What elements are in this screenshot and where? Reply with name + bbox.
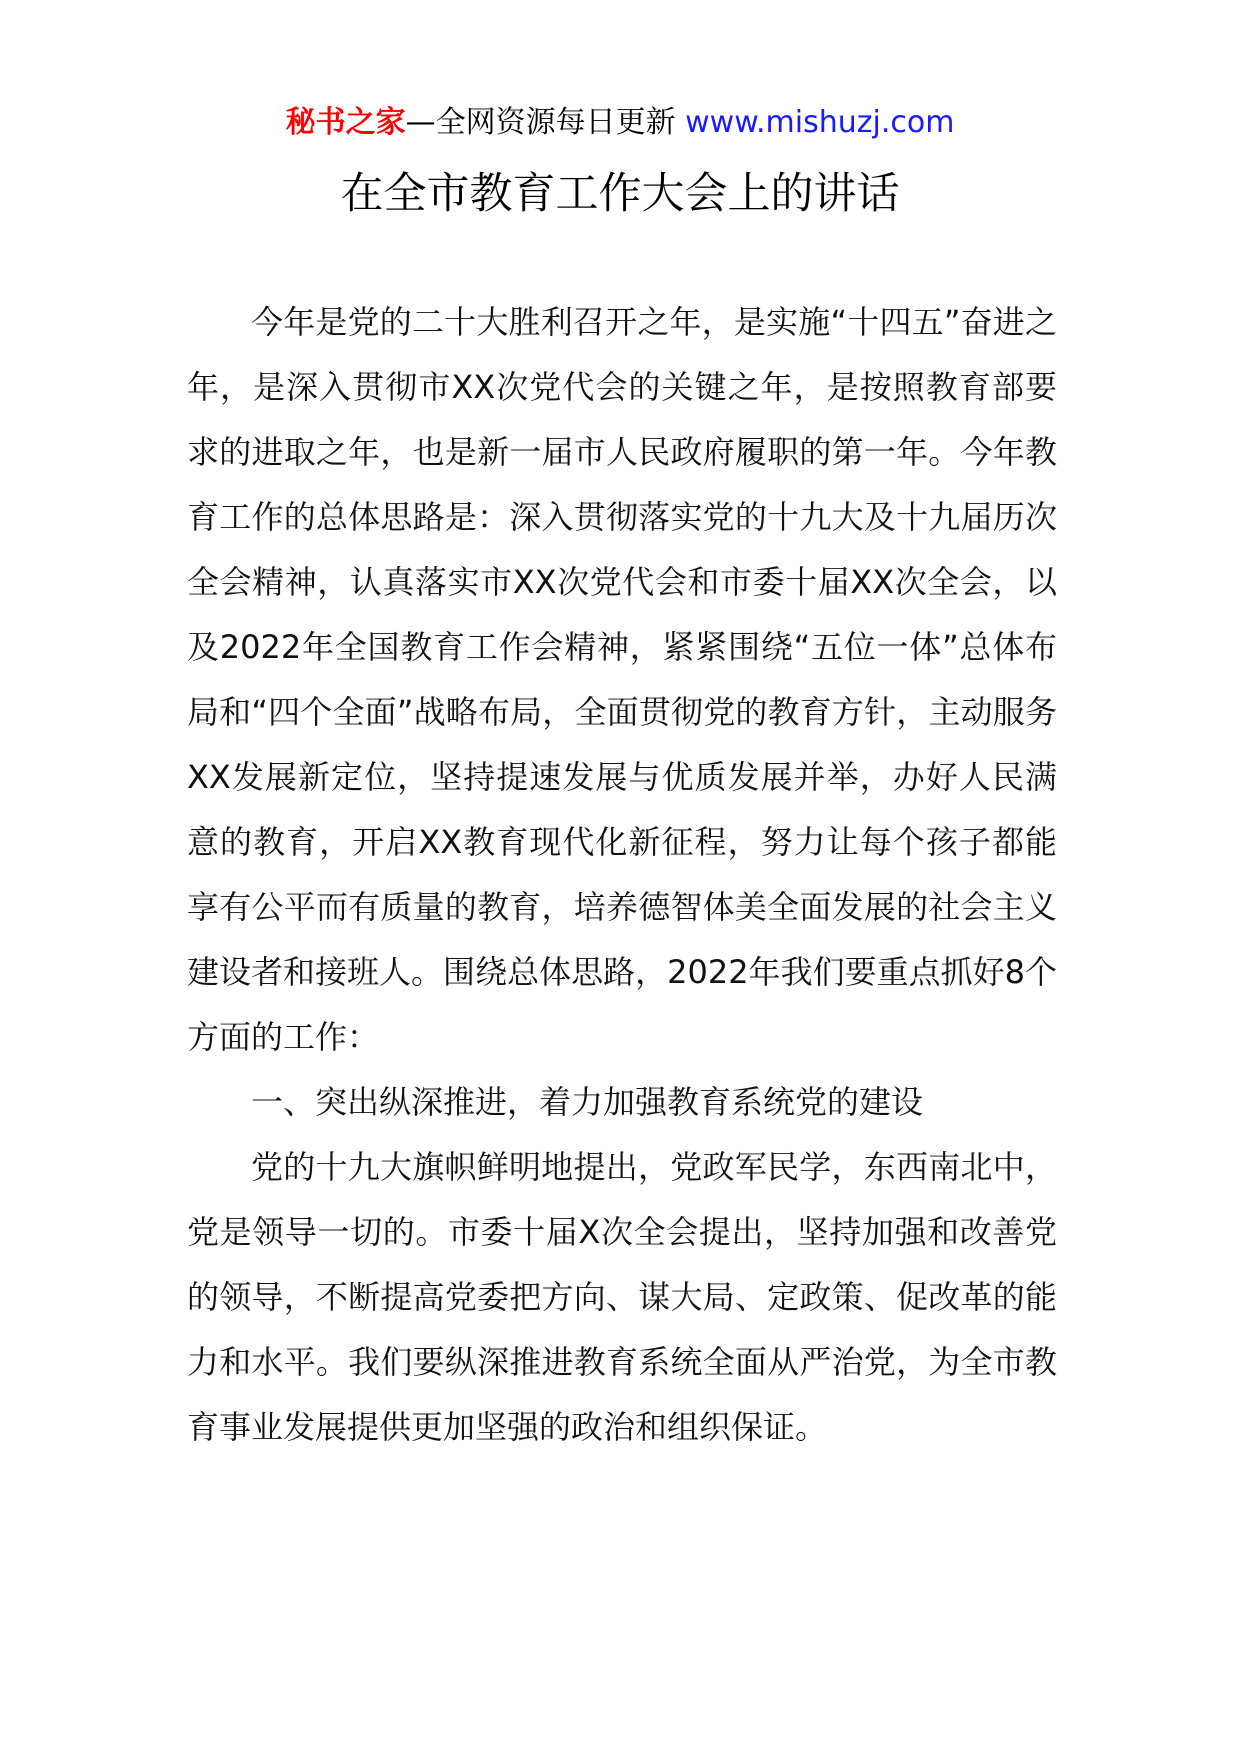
document-body xyxy=(187,290,1057,1460)
body-paragraph: 今年是党的二十大胜利召开之年，是实施“十四五”奋进之年，是深入贯彻市XX次党代会的关键之年，是按照教育部要求的进取之年，也是新一届市人民政府履职的第一年。今年教育工作的总体思路是：深入贯彻落实党的十九大及十九届历次全会精神，认真落实市XX次党代会和市委十届XX次全会，以及2022年全国教育工作会精神，紧紧围绕“五位一体”总体布局和“四个全面”战略布局，全面贯彻党的教育方针，主动服务XX发展新定位，坚持提速发展与优质发展并举，办好人民满意的教育，开启XX教育现代化新征程，努力让每个孩子都能享有公平而有质量的教育，培养德智体美全面发展的社会主义建设者和接班人。围绕总体思路，2022年我们要重点抓好8个方面的工作： xyxy=(187,303,1057,1056)
section-heading: 一、突出纵深推进，着力加强教育系统党的建设 xyxy=(251,1083,924,1121)
header-slogan: —全网资源每日更新 xyxy=(405,105,676,140)
document-title: 在全市教育工作大会上的讲话 xyxy=(340,169,900,219)
site-header xyxy=(0,98,1240,148)
brand-name: 秘书之家 xyxy=(285,105,406,140)
body-paragraph: 党的十九大旗帜鲜明地提出，党政军民学，东西南北中，党是领导一切的。市委十届X次全会提出，坚持加强和改善党的领导，不断提高党委把方向、谋大局、定政策、促改革的能力和水平。我们要纵深推进教育系统全面从严治党，为全市教育事业发展提供更加坚强的政治和组织保证。 xyxy=(187,1148,1057,1446)
site-url-link[interactable]: www.mishuzj.com xyxy=(685,105,955,140)
